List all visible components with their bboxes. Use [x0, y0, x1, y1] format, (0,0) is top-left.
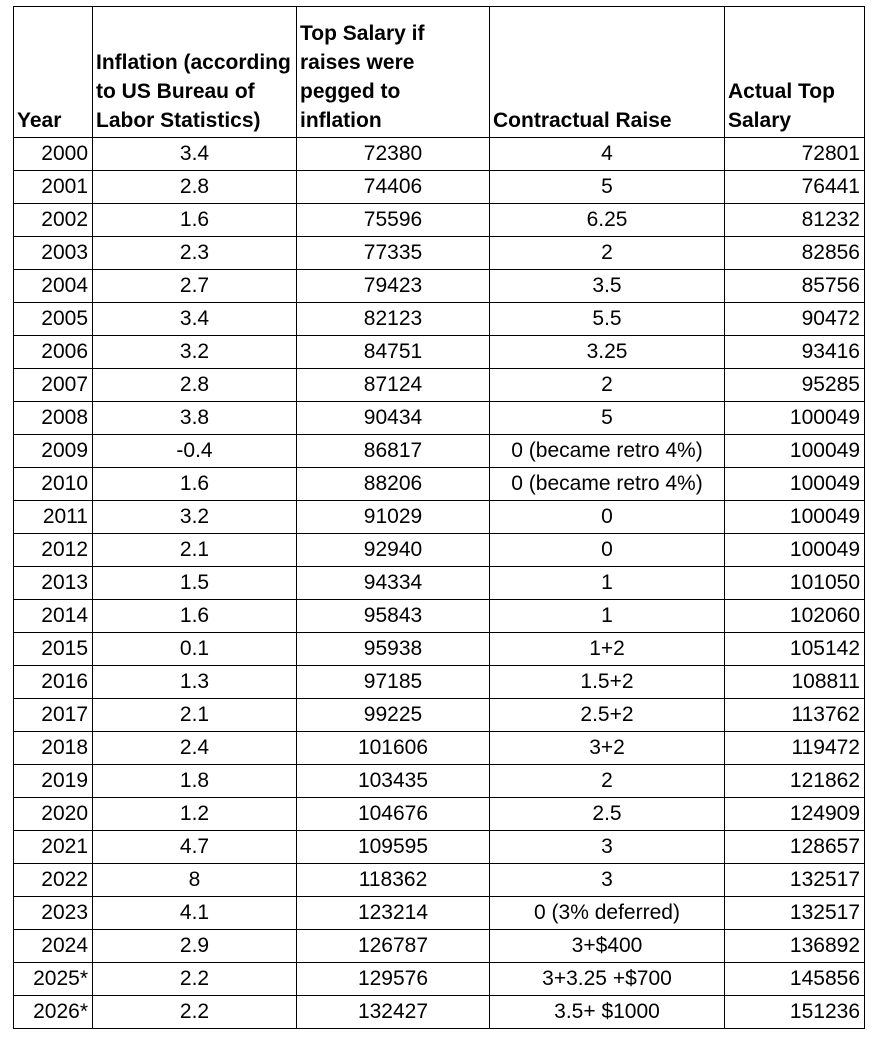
table-row [14, 237, 865, 270]
cell-top-salary-pegged: 132427 [297, 996, 490, 1029]
cell-year: 2008 [14, 402, 93, 435]
cell-inflation: 3.4 [93, 138, 297, 171]
cell-contractual-raise: 1 [490, 600, 725, 633]
cell-contractual-raise: 2 [490, 369, 725, 402]
cell-top-salary-pegged: 126787 [297, 930, 490, 963]
table-row [14, 897, 865, 930]
cell-actual-top-salary: 85756 [725, 270, 865, 303]
table-row [14, 798, 865, 831]
cell-actual-top-salary: 132517 [725, 864, 865, 897]
cell-inflation: 0.1 [93, 633, 297, 666]
cell-contractual-raise: 2 [490, 765, 725, 798]
cell-actual-top-salary: 102060 [725, 600, 865, 633]
cell-contractual-raise: 3.25 [490, 336, 725, 369]
cell-contractual-raise: 5.5 [490, 303, 725, 336]
cell-actual-top-salary: 145856 [725, 963, 865, 996]
cell-year: 2026* [14, 996, 93, 1029]
cell-actual-top-salary: 100049 [725, 402, 865, 435]
cell-year: 2007 [14, 369, 93, 402]
cell-year: 2016 [14, 666, 93, 699]
header-top-salary-pegged: Top Salary if raises were pegged to inflation [297, 7, 490, 138]
table-row [14, 732, 865, 765]
cell-actual-top-salary: 93416 [725, 336, 865, 369]
cell-actual-top-salary: 124909 [725, 798, 865, 831]
table-body [14, 138, 865, 1029]
cell-top-salary-pegged: 82123 [297, 303, 490, 336]
cell-contractual-raise: 4 [490, 138, 725, 171]
cell-year: 2024 [14, 930, 93, 963]
table-row [14, 699, 865, 732]
cell-year: 2015 [14, 633, 93, 666]
cell-top-salary-pegged: 74406 [297, 171, 490, 204]
cell-contractual-raise: 3+$400 [490, 930, 725, 963]
cell-inflation: 3.8 [93, 402, 297, 435]
cell-top-salary-pegged: 88206 [297, 468, 490, 501]
cell-contractual-raise: 3+2 [490, 732, 725, 765]
cell-inflation: 2.2 [93, 996, 297, 1029]
cell-actual-top-salary: 119472 [725, 732, 865, 765]
cell-actual-top-salary: 105142 [725, 633, 865, 666]
table-row [14, 831, 865, 864]
table-row [14, 600, 865, 633]
cell-contractual-raise: 0 (became retro 4%) [490, 435, 725, 468]
cell-year: 2006 [14, 336, 93, 369]
cell-contractual-raise: 1+2 [490, 633, 725, 666]
cell-contractual-raise: 0 [490, 501, 725, 534]
cell-inflation: 1.5 [93, 567, 297, 600]
cell-inflation: 2.3 [93, 237, 297, 270]
cell-year: 2025* [14, 963, 93, 996]
cell-inflation: 3.2 [93, 336, 297, 369]
cell-actual-top-salary: 101050 [725, 567, 865, 600]
cell-year: 2018 [14, 732, 93, 765]
cell-year: 2001 [14, 171, 93, 204]
cell-contractual-raise: 6.25 [490, 204, 725, 237]
cell-top-salary-pegged: 97185 [297, 666, 490, 699]
cell-inflation: 4.7 [93, 831, 297, 864]
cell-year: 2011 [14, 501, 93, 534]
cell-top-salary-pegged: 92940 [297, 534, 490, 567]
cell-inflation: 1.6 [93, 468, 297, 501]
cell-top-salary-pegged: 101606 [297, 732, 490, 765]
cell-top-salary-pegged: 79423 [297, 270, 490, 303]
header-inflation: Inflation (according to US Bureau of Labor Statistics) [93, 7, 297, 138]
cell-actual-top-salary: 132517 [725, 897, 865, 930]
salary-inflation-table [13, 6, 865, 1029]
cell-top-salary-pegged: 118362 [297, 864, 490, 897]
cell-top-salary-pegged: 109595 [297, 831, 490, 864]
cell-contractual-raise: 5 [490, 171, 725, 204]
cell-contractual-raise: 2.5+2 [490, 699, 725, 732]
cell-actual-top-salary: 100049 [725, 435, 865, 468]
table-row [14, 930, 865, 963]
cell-inflation: 3.2 [93, 501, 297, 534]
cell-contractual-raise: 3+3.25 +$700 [490, 963, 725, 996]
cell-top-salary-pegged: 129576 [297, 963, 490, 996]
cell-contractual-raise: 0 (3% deferred) [490, 897, 725, 930]
cell-actual-top-salary: 100049 [725, 468, 865, 501]
table-row [14, 402, 865, 435]
cell-year: 2010 [14, 468, 93, 501]
cell-actual-top-salary: 113762 [725, 699, 865, 732]
cell-inflation: 1.2 [93, 798, 297, 831]
cell-inflation: 2.9 [93, 930, 297, 963]
table-row [14, 171, 865, 204]
cell-inflation: 1.6 [93, 204, 297, 237]
cell-year: 2013 [14, 567, 93, 600]
cell-contractual-raise: 2 [490, 237, 725, 270]
cell-top-salary-pegged: 104676 [297, 798, 490, 831]
cell-actual-top-salary: 108811 [725, 666, 865, 699]
cell-actual-top-salary: 136892 [725, 930, 865, 963]
cell-top-salary-pegged: 90434 [297, 402, 490, 435]
table-row [14, 963, 865, 996]
cell-inflation: 4.1 [93, 897, 297, 930]
cell-top-salary-pegged: 91029 [297, 501, 490, 534]
cell-actual-top-salary: 72801 [725, 138, 865, 171]
table-row [14, 336, 865, 369]
table-row [14, 138, 865, 171]
cell-top-salary-pegged: 95843 [297, 600, 490, 633]
table-row [14, 633, 865, 666]
cell-top-salary-pegged: 87124 [297, 369, 490, 402]
table-row [14, 996, 865, 1029]
cell-year: 2023 [14, 897, 93, 930]
cell-inflation: 2.8 [93, 369, 297, 402]
cell-actual-top-salary: 151236 [725, 996, 865, 1029]
cell-year: 2009 [14, 435, 93, 468]
cell-contractual-raise: 2.5 [490, 798, 725, 831]
cell-year: 2000 [14, 138, 93, 171]
cell-year: 2005 [14, 303, 93, 336]
table-row [14, 765, 865, 798]
cell-top-salary-pegged: 72380 [297, 138, 490, 171]
header-actual-top-salary: Actual Top Salary [725, 7, 865, 138]
table-row [14, 501, 865, 534]
cell-contractual-raise: 3.5+ $1000 [490, 996, 725, 1029]
cell-actual-top-salary: 81232 [725, 204, 865, 237]
cell-inflation: 8 [93, 864, 297, 897]
cell-top-salary-pegged: 95938 [297, 633, 490, 666]
cell-actual-top-salary: 95285 [725, 369, 865, 402]
cell-inflation: 2.1 [93, 699, 297, 732]
cell-actual-top-salary: 76441 [725, 171, 865, 204]
table-row [14, 303, 865, 336]
cell-year: 2004 [14, 270, 93, 303]
cell-actual-top-salary: 82856 [725, 237, 865, 270]
cell-inflation: 2.7 [93, 270, 297, 303]
header-year: Year [14, 7, 93, 138]
cell-actual-top-salary: 100049 [725, 501, 865, 534]
cell-year: 2022 [14, 864, 93, 897]
cell-top-salary-pegged: 86817 [297, 435, 490, 468]
cell-contractual-raise: 0 (became retro 4%) [490, 468, 725, 501]
cell-contractual-raise: 5 [490, 402, 725, 435]
cell-contractual-raise: 3 [490, 864, 725, 897]
cell-top-salary-pegged: 103435 [297, 765, 490, 798]
cell-actual-top-salary: 128657 [725, 831, 865, 864]
cell-inflation: 2.1 [93, 534, 297, 567]
table-row [14, 468, 865, 501]
cell-top-salary-pegged: 94334 [297, 567, 490, 600]
cell-year: 2020 [14, 798, 93, 831]
cell-top-salary-pegged: 84751 [297, 336, 490, 369]
cell-inflation: 2.4 [93, 732, 297, 765]
table-row [14, 534, 865, 567]
table-row [14, 864, 865, 897]
cell-inflation: 2.2 [93, 963, 297, 996]
cell-year: 2002 [14, 204, 93, 237]
cell-year: 2014 [14, 600, 93, 633]
cell-contractual-raise: 3 [490, 831, 725, 864]
cell-inflation: 1.8 [93, 765, 297, 798]
cell-year: 2003 [14, 237, 93, 270]
cell-year: 2021 [14, 831, 93, 864]
header-row [14, 7, 865, 138]
cell-contractual-raise: 1.5+2 [490, 666, 725, 699]
table-row [14, 567, 865, 600]
table-row [14, 204, 865, 237]
table-row [14, 369, 865, 402]
cell-top-salary-pegged: 123214 [297, 897, 490, 930]
cell-top-salary-pegged: 77335 [297, 237, 490, 270]
cell-contractual-raise: 3.5 [490, 270, 725, 303]
header-contractual-raise: Contractual Raise [490, 7, 725, 138]
cell-top-salary-pegged: 99225 [297, 699, 490, 732]
cell-year: 2017 [14, 699, 93, 732]
table-row [14, 666, 865, 699]
cell-actual-top-salary: 121862 [725, 765, 865, 798]
table-row [14, 435, 865, 468]
cell-actual-top-salary: 100049 [725, 534, 865, 567]
cell-actual-top-salary: 90472 [725, 303, 865, 336]
table-row [14, 270, 865, 303]
cell-inflation: 1.3 [93, 666, 297, 699]
cell-top-salary-pegged: 75596 [297, 204, 490, 237]
cell-year: 2019 [14, 765, 93, 798]
cell-inflation: -0.4 [93, 435, 297, 468]
cell-inflation: 2.8 [93, 171, 297, 204]
cell-inflation: 1.6 [93, 600, 297, 633]
cell-year: 2012 [14, 534, 93, 567]
cell-inflation: 3.4 [93, 303, 297, 336]
cell-contractual-raise: 0 [490, 534, 725, 567]
cell-contractual-raise: 1 [490, 567, 725, 600]
